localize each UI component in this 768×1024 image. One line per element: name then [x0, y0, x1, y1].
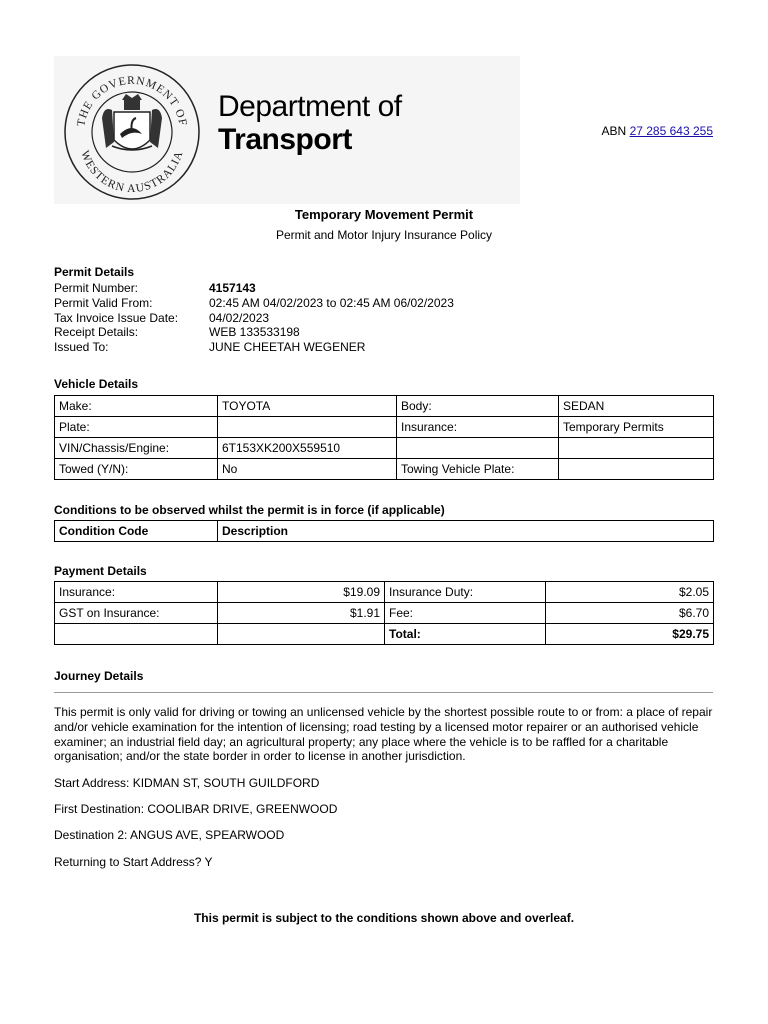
- table-cell: [559, 459, 714, 480]
- seal-text-top: THE GOVERNMENT OF: [75, 74, 189, 128]
- table-cell: TOYOTA: [218, 396, 397, 417]
- document-subtitle: Permit and Motor Injury Insurance Policy: [275, 228, 493, 242]
- table-cell: [218, 624, 385, 645]
- table-cell: Fee:: [385, 603, 546, 624]
- permit-valid-label: Permit Valid From:: [54, 295, 153, 310]
- table-cell: Make:: [55, 396, 218, 417]
- total-value: $29.75: [546, 624, 714, 645]
- receipt-details-label: Receipt Details:: [54, 325, 139, 340]
- department-name: [218, 90, 402, 156]
- department-name-line1: Department of: [218, 90, 402, 123]
- permit-number-value: 4157143: [209, 281, 256, 295]
- table-cell: $2.05: [546, 582, 714, 603]
- journey-details-heading: Journey Details: [54, 669, 144, 683]
- seal-text-bottom: WESTERN AUSTRALIA: [78, 149, 186, 196]
- department-name-line2: Transport: [218, 123, 352, 156]
- table-cell: Temporary Permits: [559, 417, 714, 438]
- abn: [602, 124, 713, 138]
- table-cell: Insurance:: [55, 582, 218, 603]
- table-cell: [218, 417, 397, 438]
- table-cell: [55, 624, 218, 645]
- table-header-row: [55, 521, 714, 542]
- tax-invoice-date-value: 04/02/2023: [209, 310, 270, 325]
- table-cell: No: [218, 459, 397, 480]
- vehicle-details-table: [54, 395, 714, 480]
- abn-label: ABN: [601, 124, 627, 138]
- table-cell: 6T153XK200X559510: [218, 438, 397, 459]
- table-cell: $6.70: [546, 603, 714, 624]
- table-row: [55, 603, 714, 624]
- total-label: Total:: [385, 624, 546, 645]
- table-cell: $1.91: [218, 603, 385, 624]
- tax-invoice-date-label: Tax Invoice Issue Date:: [54, 310, 179, 325]
- receipt-details-value: WEB 133533198: [209, 325, 300, 340]
- table-row: [55, 582, 714, 603]
- issued-to-value: JUNE CHEETAH WEGENER: [209, 340, 366, 355]
- table-cell: [559, 438, 714, 459]
- department-logo-banner: [54, 56, 520, 204]
- table-cell: Towing Vehicle Plate:: [397, 459, 559, 480]
- payment-details-heading: Payment Details: [54, 564, 147, 578]
- permit-details-heading: Permit Details: [54, 265, 135, 279]
- vehicle-details-heading: Vehicle Details: [54, 377, 139, 391]
- document-title: Temporary Movement Permit: [294, 207, 474, 222]
- table-cell: Insurance Duty:: [385, 582, 546, 603]
- destination-2: Destination 2: ANGUS AVE, SPEARWOOD: [54, 828, 285, 842]
- description-header: Description: [218, 521, 714, 542]
- table-cell: $19.09: [218, 582, 385, 603]
- permit-number-label: Permit Number:: [54, 281, 139, 295]
- section-divider: [54, 692, 713, 693]
- table-row: [55, 417, 714, 438]
- table-cell: Plate:: [55, 417, 218, 438]
- returning-to-start: Returning to Start Address? Y: [54, 855, 213, 869]
- condition-code-header: Condition Code: [55, 521, 218, 542]
- first-destination: First Destination: COOLIBAR DRIVE, GREENWOOD: [54, 802, 338, 816]
- table-row: [55, 396, 714, 417]
- wa-government-seal-logo: [62, 62, 202, 202]
- table-row: [55, 624, 714, 645]
- journey-conditions-paragraph: This permit is only valid for driving or towing an unlicensed vehicle by the shortest possible route to or from: a place of repair and/or vehicle examination for the intention of licensing; road testing by a licensed motor repairer or an authorised vehicle examiner; an industrial field day; an agricultural property; any place where the vehicle is to be raffled for a charitable organisation; and/or the state border in order to license in another jurisdiction.: [54, 705, 713, 764]
- table-cell: [397, 438, 559, 459]
- footer-notice: This permit is subject to the conditions shown above and overleaf.: [193, 911, 575, 925]
- conditions-table: [54, 520, 714, 542]
- permit-valid-value: 02:45 AM 04/02/2023 to 02:45 AM 06/02/2023: [209, 295, 454, 310]
- start-address: Start Address: KIDMAN ST, SOUTH GUILDFORD: [54, 776, 320, 790]
- table-row: [55, 438, 714, 459]
- payment-details-table: [54, 581, 714, 645]
- table-cell: Towed (Y/N):: [55, 459, 218, 480]
- conditions-heading: Conditions to be observed whilst the permit is in force (if applicable): [54, 503, 445, 517]
- issued-to-label: Issued To:: [54, 340, 109, 355]
- abn-link[interactable]: 27 285 643 255: [629, 124, 713, 138]
- table-cell: GST on Insurance:: [55, 603, 218, 624]
- table-row: [55, 459, 714, 480]
- table-cell: Body:: [397, 396, 559, 417]
- table-cell: VIN/Chassis/Engine:: [55, 438, 218, 459]
- table-cell: Insurance:: [397, 417, 559, 438]
- table-cell: SEDAN: [559, 396, 714, 417]
